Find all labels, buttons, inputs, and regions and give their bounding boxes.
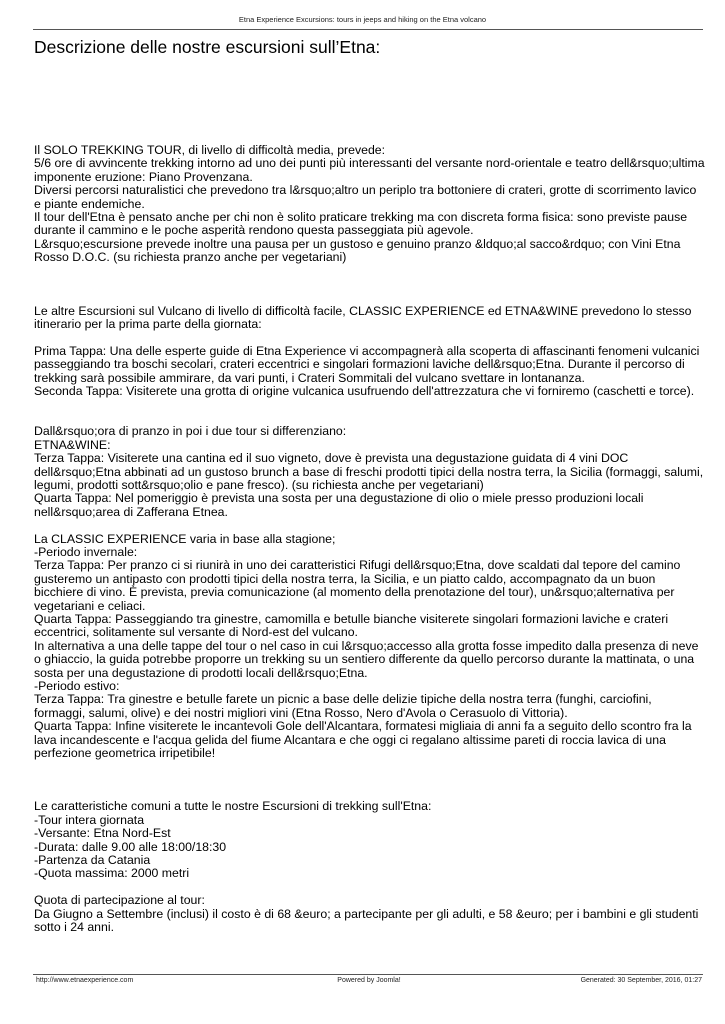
classic-experience-section [34,533,706,761]
footer-url: http://www.etnaexperience.com [36,977,134,984]
paragraph: Dall&rsquo;ora di pranzo in poi i due tour si differenziano: [34,424,347,439]
paragraph: Quarta Tappa: Nel pomeriggio è prevista una sosta per una degustazione di olio o miele presso produzioni locali nell&rsquo;area di Zafferana Etnea. [34,491,644,519]
paragraph: Le altre Escursioni sul Vulcano di livello di difficoltà facile, CLASSIC EXPERIENCE ed ETNA&WINE prevedono lo stesso itinerario per la prima parte della giornata: [34,303,692,332]
header-divider [33,29,703,30]
shared-itinerary-section [34,305,706,399]
list-item: -Quota massima: 2000 metri [34,866,190,881]
paragraph: Diversi percorsi naturalistici che prevedono tra l&rsquo;altro un periplo tra bottoniere di crateri, grotte di scorrimento lavico e piante endemiche. [34,183,697,211]
footer-generated-date: Generated: 30 September, 2016, 01:27 [580,977,702,984]
paragraph: La CLASSIC EXPERIENCE varia in base alla stagione; [34,531,336,546]
list-item: -Tour intera giornata [34,812,145,827]
price-section [34,894,706,934]
paragraph: Terza Tappa: Tra ginestre e betulle farete un picnic a base delle delizie tipiche della nostra terra (funghi, carciofini, formaggi, salumi, olive) e dei nostri migliori vini (Etna Rosso, Nero d'Avola o Cerasuolo di Vittoria). [34,692,652,720]
paragraph: Quarta Tappa: Passeggiando tra ginestre, camomilla e betulle bianche visiterete singolari formazioni laviche e crateri eccentrici, solitamente sul versante di Nord-est del vulcano. [34,611,669,640]
paragraph: ETNA&WINE: [34,437,111,452]
page-footer [36,977,702,987]
paragraph: Il tour dell'Etna è pensato anche per chi non è solito praticare trekking ma con discreta forma fisica: sono previste pause durante il cammino e le poche asperità rendono questa passeggiata più agevole. [34,210,688,238]
paragraph: -Periodo invernale: [34,544,138,559]
article-body [34,144,706,934]
paragraph: Il SOLO TREKKING TOUR, di livello di difficoltà media, prevede: [34,143,386,157]
page-title: Descrizione delle nostre escursioni sull’Etna: [34,37,381,57]
paragraph: -Periodo estivo: [34,678,120,693]
common-features-section [34,800,706,880]
paragraph: Quota di partecipazione al tour: [34,893,205,908]
footer-powered-by: Powered by Joomla! [337,977,401,984]
paragraph: Le caratteristiche comuni a tutte le nostre Escursioni di trekking sull'Etna: [34,799,432,814]
paragraph: Terza Tappa: Visiterete una cantina ed il suo vigneto, dove è prevista una degustazione guidata di 4 vini DOC dell&rsquo;Etna abbinati ad un gustoso brunch a base di freschi prodotti tipici della nostra terra, la Sicilia (formaggi, salumi, legumi, prodotti sott&rsquo;olio e pane fresco). (su richiesta anche per vegetariani) [34,451,704,492]
paragraph: Seconda Tappa: Visiterete una grotta di origine vulcanica usufruendo dell'attrezzatura che vi forniremo (caschetti e torce). [34,384,695,399]
solo-trekking-section [34,144,706,265]
list-item: -Versante: Etna Nord-Est [34,826,171,841]
list-item: -Partenza da Catania [34,853,151,868]
paragraph: Da Giugno a Settembre (inclusi) il costo è di 68 &euro; a partecipante per gli adulti, e 58 &euro; per i bambini e gli studenti sotto i 24 anni. [34,906,699,935]
paragraph: 5/6 ore di avvincente trekking intorno ad uno dei punti più interessanti del versante nord-orientale e teatro dell&rsquo;ultima imponente eruzione: Piano Provenzana. [34,156,705,184]
page-header-title: Etna Experience Excursions: tours in jeeps and hiking on the Etna volcano [238,15,487,24]
paragraph: In alternativa a una delle tappe del tour o nel caso in cui l&rsquo;accesso alla grotta fosse impedito dalla presenza di neve o ghiaccio, la guida potrebbe proporre un trekking su un sentiero differente da quello percorso durante la mattinata, o una sosta per una degustazione di prodotti locali dell&rsquo;Etna. [34,638,699,680]
footer-divider [33,974,703,975]
paragraph: Quarta Tappa: Infine visiterete le incantevoli Gole dell'Alcantara, formatesi migliaia di anni fa a seguito dello scontro fra la lava incandescente e l'acqua gelida del fiume Alcantara e che oggi ci regalano altissime pareti di roccia lavica di una perfezione geometrica irripetibile! [34,719,692,761]
paragraph: Terza Tappa: Per pranzo ci si riunirà in uno dei caratteristici Rifugi dell&rsquo;Etna, dove scaldati dal tepore del camino gusteremo un antipasto con prodotti tipici della nostra terra, la Sicilia, e un piatto caldo, accompagnato da un buon bicchiere di vino. È prevista, previa comunicazione (al momento della prenotazione del tour), un&rsquo;alternativa per vegetariani e celiaci. [34,558,681,613]
paragraph: L&rsquo;escursione prevede inoltre una pausa per un gustoso e genuino pranzo &ldquo;al sacco&rdquo; con Vini Etna Rosso D.O.C. (su richiesta pranzo anche per vegetariani) [34,236,681,265]
list-item: -Durata: dalle 9.00 alle 18:00/18:30 [34,839,227,854]
etna-wine-section [34,425,706,519]
paragraph: Prima Tappa: Una delle esperte guide di Etna Experience vi accompagnerà alla scoperta di affascinanti fenomeni vulcanici passeggiando tra boschi secolari, crateri eccentrici e singolari formazioni laviche dell&rsquo;Etna. Durante il percorso di trekking sarà possibile ammirare, da vari punti, i Crateri Sommitali del vulcano svettare in lontananza. [34,343,700,385]
